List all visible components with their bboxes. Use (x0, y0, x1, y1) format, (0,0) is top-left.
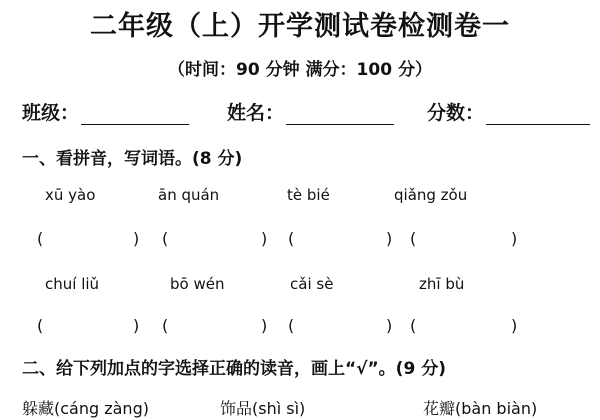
pinyin-item: cǎi sè (290, 275, 334, 293)
score-label: 分数： (427, 102, 485, 124)
pinyin-item: bō wén (170, 275, 225, 293)
exam-subtitle: （时间：90 分钟 满分：100 分） (168, 60, 432, 80)
answer-paren-open[interactable]: ( (37, 229, 44, 248)
pinyin-item: zhī bù (419, 275, 465, 293)
pinyin-item: ān quán (158, 186, 220, 204)
answer-paren-close[interactable]: ) (511, 316, 518, 335)
answer-paren-close[interactable]: ) (261, 229, 268, 248)
class-label: 班级： (22, 102, 80, 124)
score-blank[interactable] (486, 102, 590, 125)
answer-paren-close[interactable]: ) (133, 316, 140, 335)
section1-title: 一、看拼音，写词语。(8 分) (22, 149, 243, 169)
name-blank[interactable] (286, 102, 394, 125)
answer-paren-open[interactable]: ( (410, 229, 417, 248)
section2-title: 二、给下列加点的字选择正确的读音，画上“√”。(9 分) (22, 359, 446, 379)
pinyin-item: qiǎng zǒu (394, 186, 468, 204)
answer-paren-open[interactable]: ( (162, 229, 169, 248)
class-field (22, 98, 189, 125)
pinyin-item: tè bié (287, 186, 330, 204)
reading-choice-item[interactable]: 花瓣(bàn biàn) (423, 399, 538, 418)
answer-paren-open[interactable]: ( (288, 229, 295, 248)
reading-choice-item[interactable]: 躲藏(cáng zàng) (22, 399, 149, 418)
answer-paren-close[interactable]: ) (511, 229, 518, 248)
reading-choice-item[interactable]: 饰品(shì sì) (220, 399, 306, 418)
name-field (227, 98, 394, 125)
answer-paren-close[interactable]: ) (386, 316, 393, 335)
answer-paren-close[interactable]: ) (133, 229, 140, 248)
answer-paren-open[interactable]: ( (410, 316, 417, 335)
answer-paren-open[interactable]: ( (37, 316, 44, 335)
answer-paren-close[interactable]: ) (386, 229, 393, 248)
score-field (427, 98, 590, 125)
student-info-row (22, 98, 597, 128)
class-blank[interactable] (81, 102, 189, 125)
pinyin-item: xū yào (45, 186, 96, 204)
answer-paren-open[interactable]: ( (288, 316, 295, 335)
exam-title: 二年级（上）开学测试卷检测卷一 (90, 11, 510, 42)
name-label: 姓名： (227, 102, 285, 124)
pinyin-item: chuí liǔ (45, 275, 100, 293)
answer-paren-close[interactable]: ) (261, 316, 268, 335)
answer-paren-open[interactable]: ( (162, 316, 169, 335)
